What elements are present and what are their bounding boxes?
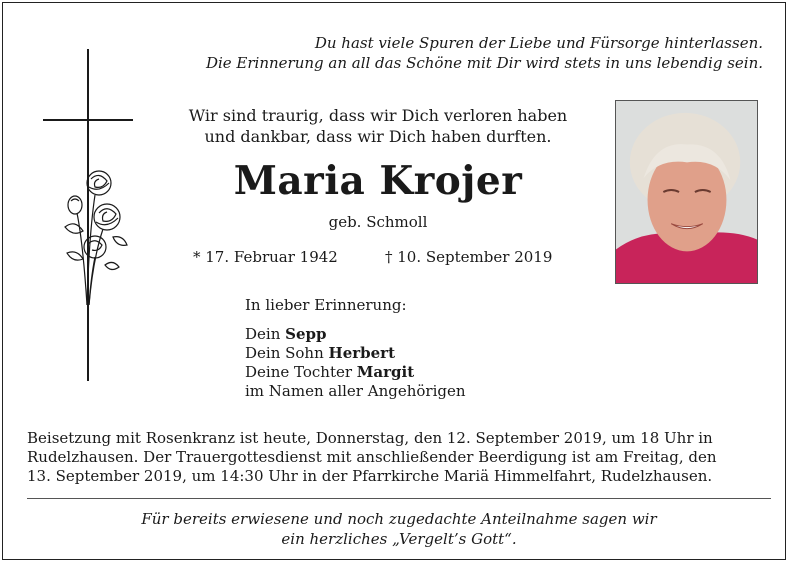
thanks-line-2: ein herzliches „Vergelt’s Gott“. [281,530,517,548]
motto [206,33,763,73]
memory-heading: In lieber Erinnerung: [245,296,407,314]
funeral-line-2: Rudelzhausen. Der Trauergottesdienst mit anschließender Beerdigung ist am Freitag, den [27,448,717,466]
maiden-name: geb. Schmoll [328,213,428,231]
divider [27,498,771,499]
roses-icon [55,165,131,313]
death-date: † 10. September 2019 [385,248,553,266]
mourner-relation: Dein Sohn [245,344,329,362]
mourner-name: Margit [356,363,415,381]
mourner-name: Herbert [328,344,396,362]
thanks-text [27,509,771,549]
mourner-relation: im Namen aller Angehörigen [245,382,466,400]
mourner-line [245,325,466,344]
deceased-name: Maria Krojer [233,158,523,204]
mourner-name: Sepp [285,325,327,343]
thanks-line-1: Für bereits erwiesene und noch zugedachte Anteilnahme sagen wir [141,510,657,528]
birth-date: * 17. Februar 1942 [193,248,338,266]
cross-horizontal-bar [43,119,133,121]
intro-text [163,105,593,147]
funeral-line-3: 13. September 2019, um 14:30 Uhr in der Pfarrkirche Mariä Himmelfahrt, Rudelzhausen. [27,467,713,485]
motto-line-1: Du hast viele Spuren der Liebe und Fürsorge hinterlassen. [314,34,763,52]
intro-line-2: und dankbar, dass wir Dich haben durften. [204,127,552,146]
mourner-line [245,344,466,363]
portrait-photo [615,100,758,284]
notice-frame [2,2,786,560]
mourner-line [245,382,466,401]
mourner-relation: Dein [245,325,286,343]
mourner-relation: Deine Tochter [245,363,357,381]
mourners-list [245,325,466,401]
funeral-line-1: Beisetzung mit Rosenkranz ist heute, Donnerstag, den 12. September 2019, um 18 Uhr in [27,429,713,447]
motto-line-2: Die Erinnerung an all das Schöne mit Dir wird stets in uns lebendig sein. [205,54,763,72]
funeral-details [27,429,771,486]
intro-line-1: Wir sind traurig, dass wir Dich verloren haben [188,106,568,125]
mourner-line [245,363,466,382]
